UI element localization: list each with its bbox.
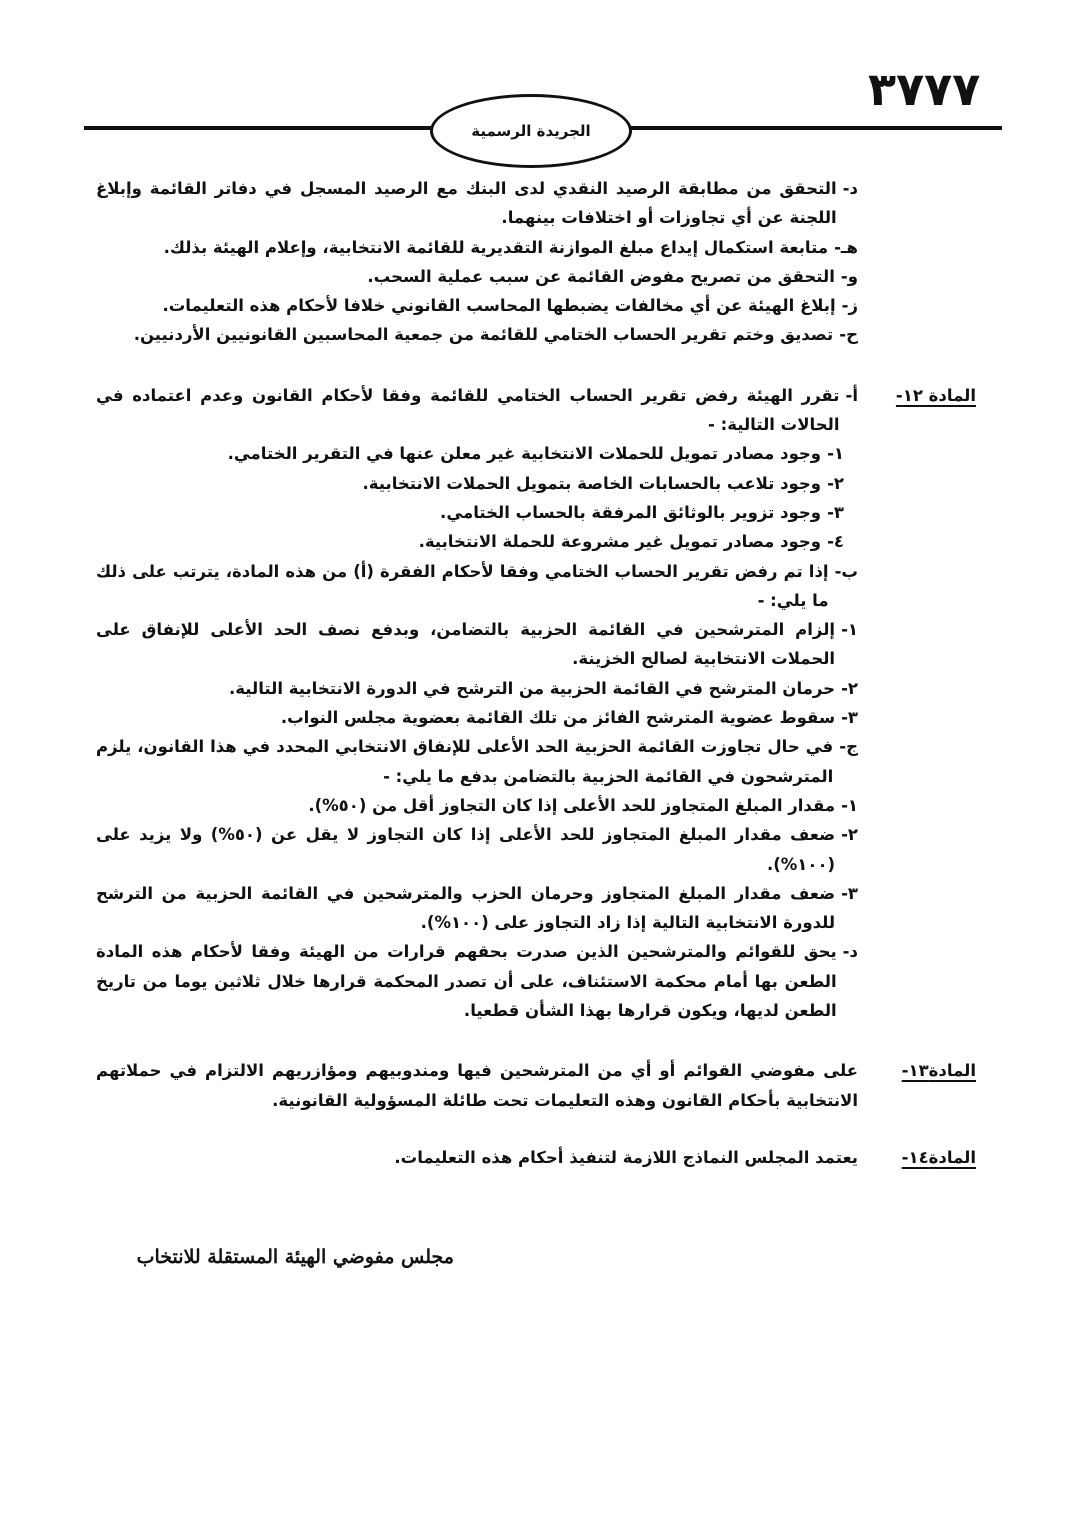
item-text: إبلاغ الهيئة عن أي مخالفات يضبطها المحاسب القانوني خلافا لأحكام هذه التعليمات.	[162, 296, 836, 316]
item-marker: ١-	[841, 620, 858, 640]
item-text: تصديق وختم تقرير الحساب الختامي للقائمة من جمعية المحاسبين القانونيين الأردنيين.	[133, 325, 834, 345]
article-12	[96, 381, 976, 1026]
item-text: وجود مصادر تمويل للحملات الانتخابية غير معلن عنها في التقرير الختامي.	[227, 444, 822, 464]
item-marker: ٤-	[827, 532, 844, 552]
list-item	[96, 615, 858, 674]
item-text: حرمان المترشح في القائمة الحزبية من الترشح في الدورة الانتخابية التالية.	[229, 678, 836, 698]
list-item	[96, 233, 858, 262]
item-text: ضعف مقدار المبلغ المتجاوز وحرمان الحزب والمترشحين في القائمة الحزبية من الترشح للدورة الانتخابية التالية إذا زاد التجاوز على (١٠٠%).	[96, 883, 836, 933]
paragraph-text: إذا تم رفض تقرير الحساب الختامي وفقا لأحكام الفقرة (أ) من هذه المادة، يترتب على ذلك ما يلي: -	[96, 561, 829, 610]
paragraph-text: تقرر الهيئة رفض تقرير الحساب الختامي للقائمة وفقا لأحكام القانون وعدم اعتماده في الحالات التالية: -	[96, 385, 840, 435]
paragraph-a-items	[96, 439, 858, 556]
item-marker: ٣-	[841, 883, 858, 903]
item-text: وجود مصادر تمويل غير مشروعة للحملة الانتخابية.	[418, 532, 822, 552]
paragraph-c-items	[96, 791, 858, 937]
item-marker: ١-	[841, 795, 858, 815]
article-12-label: المادة ١٢-	[895, 385, 976, 405]
item-marker: ١-	[827, 444, 844, 464]
list-item	[96, 527, 844, 556]
list-item	[96, 820, 858, 879]
item-marker: و-	[840, 266, 858, 286]
list-item	[96, 703, 858, 732]
list-item	[96, 320, 858, 349]
paragraph-b	[96, 557, 858, 616]
paragraph-c	[96, 732, 858, 791]
item-text: ضعف مقدار المبلغ المتجاوز للحد الأعلى إذا كان التجاوز لا يقل عن (٥٠%) ولا يزيد على (١٠٠%).	[96, 825, 836, 874]
paragraph-d	[96, 937, 858, 1025]
paragraph-marker: أ-	[845, 385, 858, 405]
gazette-title-oval	[430, 94, 632, 168]
item-text: التحقق من مطابقة الرصيد النقدي لدى البنك مع الرصيد المسجل في دفاتر القائمة وإبلاغ اللجنة عن أي تجاوزات أو اختلافات بينهما.	[96, 179, 837, 228]
article-13	[96, 1056, 976, 1115]
list-item	[96, 879, 858, 938]
list-item	[96, 498, 844, 527]
article-13-text: على مفوضي القوائم أو أي من المترشحين فيها ومندوبيهم ومؤازريهم الالتزام في حملاتهم الانتخابية بأحكام القانون وهذه التعليمات تحت طائلة المسؤولية القانونية.	[96, 1061, 858, 1110]
paragraph-marker: د-	[842, 942, 858, 962]
paragraph-marker: ج-	[839, 737, 858, 757]
item-marker: هـ-	[834, 237, 858, 257]
item-text: وجود تزوير بالوثائق المرفقة بالحساب الختامي.	[440, 502, 822, 522]
gazette-title: الجريدة الرسمية	[471, 122, 591, 140]
article-14-text: يعتمد المجلس النماذج اللازمة لتنفيذ أحكام هذه التعليمات.	[394, 1147, 858, 1167]
list-item	[96, 291, 858, 320]
item-text: مقدار المبلغ المتجاوز للحد الأعلى إذا كان التجاوز أقل من (٥٠%).	[308, 795, 836, 815]
list-item	[96, 174, 858, 233]
paragraph-text: في حال تجاوزت القائمة الحزبية الحد الأعلى للإنفاق الانتخابي المحدد في هذا القانون، يلزم المترشحون في القائمة الحزبية بالتضامن بدفع ما يلي: -	[96, 737, 834, 786]
signature-block: مجلس مفوضي الهيئة المستقلة للانتخاب	[136, 1246, 454, 1268]
list-item	[96, 674, 858, 703]
list-item	[96, 469, 844, 498]
item-marker: ز-	[841, 296, 858, 316]
item-text: إلزام المترشحين في القائمة الحزبية بالتضامن، وبدفع نصف الحد الأعلى للإنفاق على الحملات الانتخابية لصالح الخزينة.	[96, 620, 836, 669]
item-marker: ح-	[839, 325, 858, 345]
item-text: متابعة استكمال إيداع مبلغ الموازنة التقديرية للقائمة الانتخابية، وإعلام الهيئة بذلك.	[163, 237, 829, 257]
item-marker: ٢-	[841, 825, 858, 845]
paragraph-text: يحق للقوائم والمترشحين الذين صدرت بحقهم قرارات من الهيئة وفقا لأحكام هذه المادة الطعن بها أمام محكمة الاستئناف، على أن تصدر المحكمة قرارها خلال ثلاثين يوما من تاريخ الطعن لديها، ويكون قرارها بهذا الشأن قطعيا.	[96, 942, 837, 1021]
list-item	[96, 791, 858, 820]
item-text: التحقق من تصريح مفوض القائمة عن سبب عملية السحب.	[367, 266, 835, 286]
item-text: وجود تلاعب بالحسابات الخاصة بتمويل الحملات الانتخابية.	[362, 473, 822, 493]
paragraph-b-items	[96, 615, 858, 732]
page-number: ٣٧٧٧	[868, 62, 981, 116]
item-marker: ٢-	[841, 678, 858, 698]
list-item	[96, 439, 844, 468]
item-marker: ٢-	[827, 473, 844, 493]
item-text: سقوط عضوية المترشح الفائز من تلك القائمة بعضوية مجلس النواب.	[280, 708, 836, 728]
article-13-label: المادة١٣-	[901, 1061, 976, 1081]
paragraph-marker: ب-	[834, 561, 858, 581]
paragraph-a	[96, 381, 858, 440]
list-item	[96, 262, 858, 291]
document-body	[96, 174, 976, 1172]
item-marker: ٣-	[827, 502, 844, 522]
item-marker: د-	[842, 179, 858, 198]
continued-items-block	[96, 174, 976, 350]
article-14-label: المادة١٤-	[901, 1147, 976, 1167]
item-marker: ٣-	[841, 708, 858, 728]
article-14	[96, 1143, 976, 1172]
